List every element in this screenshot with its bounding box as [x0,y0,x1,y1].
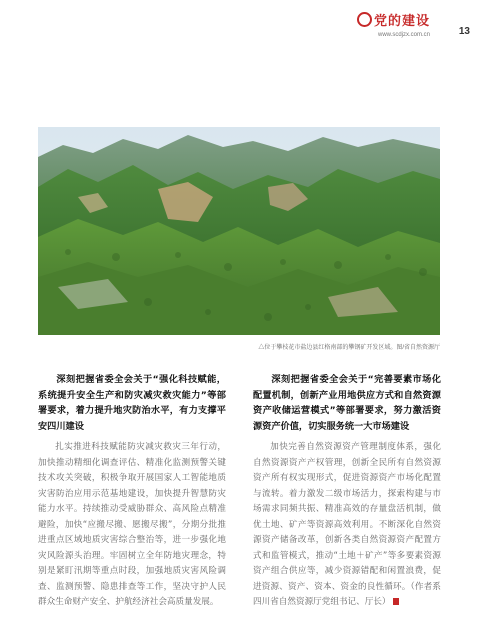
logo-text: 党的建设 [373,14,430,29]
page-number: 13 [458,26,470,37]
logo-emblem-icon [357,12,372,27]
site-url: www.scdjzx.com.cn [377,32,430,38]
end-mark-icon [393,598,399,605]
page-header [230,8,470,52]
article-column-left [38,372,226,611]
section-body-left: 扎实推进科技赋能防灾减灾救灾三年行动，加快推动精细化调查评估、精准化监测预警关键技术攻关突破，积极争取开展国家人工智能地质灾害防治应用示范基地建设，加快提升智慧防灾能力水平。持续推动受威胁群众、高风险点精准避险，加快“应搬尽搬、愿搬尽搬”，分期分批推进重点区域地质灾害综合整治等，进一步强化地灾风险源头治理。牢固树立全年防地灾理念，特别是紧盯汛期等重点时段，加强地质灾害风险调查、监测预警、隐患排查等工作，坚决守护人民群众生命财产安全、护航经济社会高质量发展。 [38,442,226,607]
magazine-logo [357,10,430,29]
section-heading-right: 深刻把握省委全会关于“完善要素市场化配置机制，创新产业用地供应方式和自然资源资产收储运营模式”等部署要求，努力激活资源资产价值，切实服务统一大市场建设 [253,374,441,432]
article-column-right [253,372,441,611]
landscape-illustration [38,127,440,335]
mountain-landscape-photo [38,127,440,335]
section-heading-left: 深刻把握省委全会关于“强化科技赋能，系统提升安全生产和防灾减灾救灾能力”等部署要求，着力提升地灾防治水平，有力支撑平安四川建设 [38,374,226,432]
photo-caption: △位于攀枝花市盐边县红格南部的攀钢矿开发区域。图/省自然资源厅 [258,345,440,351]
section-body-right [253,440,441,611]
section-body-right-text: 加快完善自然资源资产管理制度体系，强化自然资源资产产权管理，创新全民所有自然资源资产所有权实现形式，促进资源资产市场化配置与流转。着力激发二级市场活力，探索构建与市场需求同频共振、精准高效的存量盘活机制，做优土地、矿产等资源高效利用。不断深化自然资源资产储备改革，创新各类自然资源资产配置方式和监管模式，推动“土地＋矿产”等多要素资源资产组合供应等，减少资源错配和闲置浪费，促进资源、资产、资本、资金的良性循环。（作者系四川省自然资源厅党组书记、厅长） [253,442,441,607]
